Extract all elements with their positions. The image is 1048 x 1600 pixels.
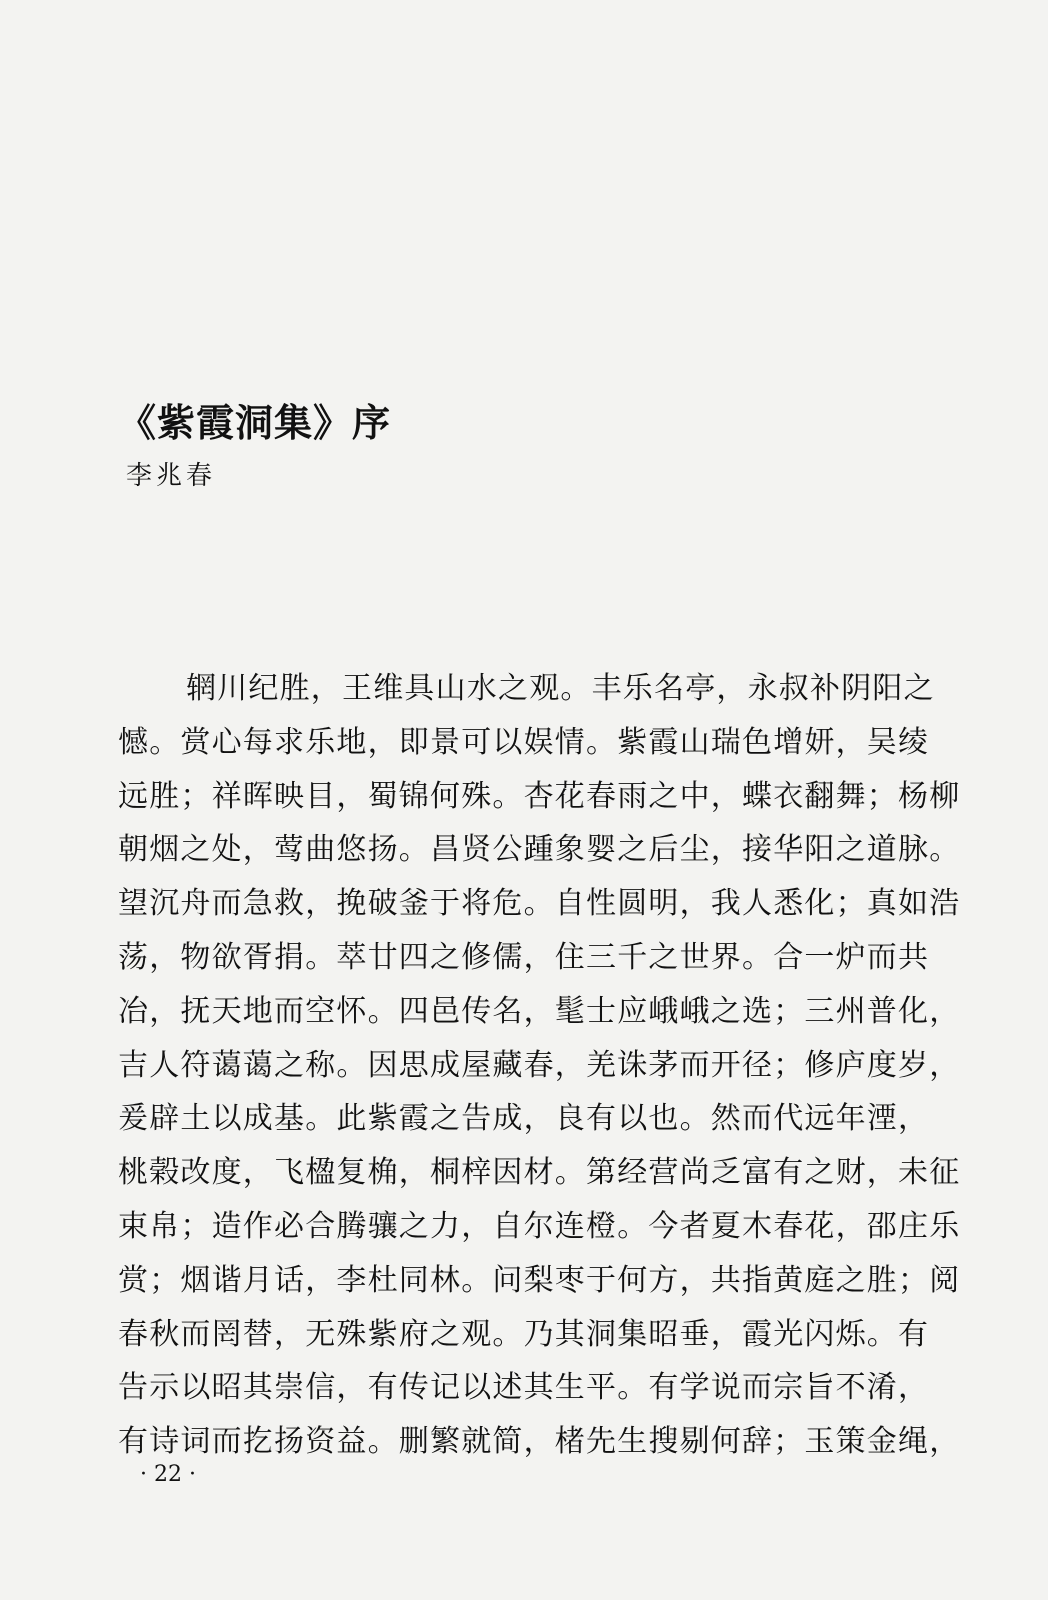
preface-body <box>118 662 961 1469</box>
text-line: 有诗词而扢扬资益。删繁就简，楮先生搜剔何辞；玉策金绳， <box>118 1424 961 1460</box>
text-line: 春秋而罔替，无殊紫府之观。乃其洞集昭垂，霞光闪烁。有 <box>118 1316 930 1352</box>
text-line: 爰辟土以成基。此紫霞之告成，良有以也。然而代远年湮， <box>118 1101 930 1137</box>
text-line: 远胜；祥晖映目，蜀锦何殊。杏花春雨之中，蝶衣翻舞；杨柳 <box>118 778 961 814</box>
text-line: 冶，抚天地而空怀。四邑传名，髦士应峨峨之选；三州普化， <box>118 993 961 1029</box>
text-line: 朝烟之处，莺曲悠扬。昌贤公踵象婴之后尘，接华阳之道脉。 <box>118 832 961 868</box>
text-line: 桃榖改度，飞楹复桷，桐梓因材。第经营尚乏富有之财，未征 <box>118 1155 961 1191</box>
page-title: 《紫霞洞集》序 <box>118 400 392 445</box>
text-line: 望沉舟而急救，挽破釜于将危。自性圆明，我人悉化；真如浩 <box>118 886 961 922</box>
author-name: 李兆春 <box>126 461 217 491</box>
text-line: 告示以昭其崇信，有传记以述其生平。有学说而宗旨不淆， <box>118 1370 930 1406</box>
text-line: 荡，物欲胥捐。萃廿四之修儒，住三千之世界。合一炉而共 <box>118 939 930 975</box>
text-line: 辋川纪胜，王维具山水之观。丰乐名亭，永叔补阴阳之 <box>186 671 935 706</box>
text-line: 赏；烟谐月话，李杜同林。问梨枣于何方，共指黄庭之胜；阅 <box>118 1262 961 1298</box>
text-line: 吉人符蔼蔼之称。因思成屋藏春，羌诛茅而开径；修庐度岁， <box>118 1047 961 1083</box>
page-number: · 22 · <box>140 1462 196 1487</box>
text-line: 憾。赏心每求乐地，即景可以娱情。紫霞山瑞色增妍，吴绫 <box>118 724 930 760</box>
text-line: 束帛；造作必合腾骧之力，自尔连橙。今者夏木春花，邵庄乐 <box>118 1208 961 1244</box>
